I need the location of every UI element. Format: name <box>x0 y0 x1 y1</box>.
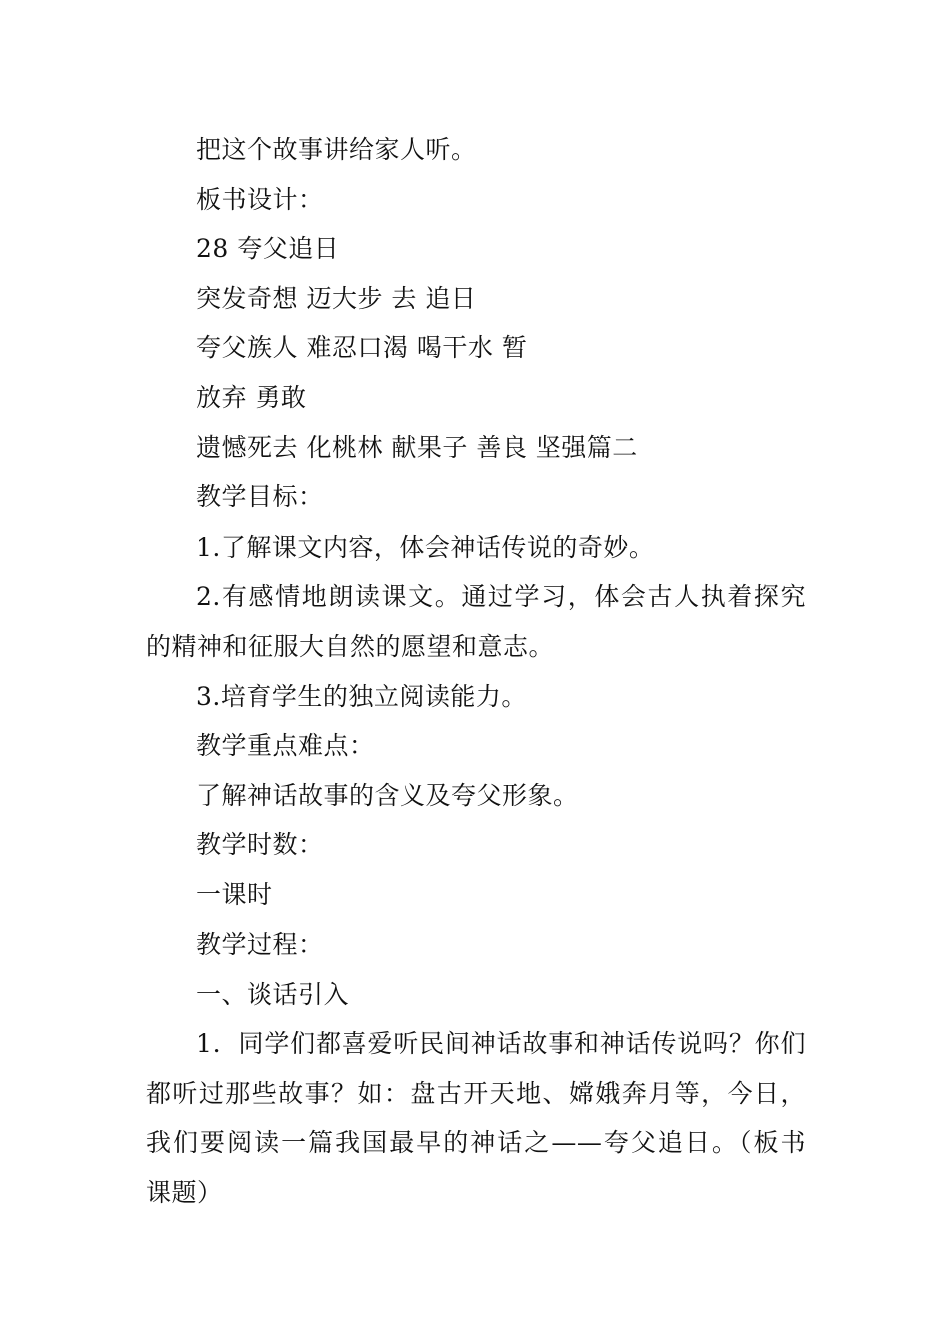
text-line: 一课时 <box>196 880 273 909</box>
board-line: 遗憾死去 化桃林 献果子 善良 坚强篇二 <box>196 433 638 462</box>
board-line: 突发奇想 迈大步 去 追日 <box>196 284 477 313</box>
objective-item-continued: 的精神和征服大自然的愿望和意志。 <box>146 632 555 661</box>
board-line: 放弃 勇敢 <box>196 383 307 412</box>
objective-item: 2.有感情地朗读课文。通过学习，体会古人执着探究 <box>196 582 806 611</box>
paragraph-line: 都听过那些故事？如：盘古开天地、嫦娥奔月等，今日， <box>146 1079 806 1108</box>
text-line: 把这个故事讲给家人听。 <box>196 135 477 164</box>
section-heading: 教学重点难点： <box>196 731 375 760</box>
section-heading: 教学过程： <box>196 930 324 959</box>
section-heading: 教学时数： <box>196 830 324 859</box>
section-heading: 教学目标： <box>196 482 324 511</box>
text-line: 了解神话故事的含义及夸父形象。 <box>196 781 579 810</box>
board-line: 夸父族人 难忍口渴 喝干水 暂 <box>196 333 528 362</box>
paragraph-line: 我们要阅读一篇我国最早的神话之——夸父追日。（板书 <box>146 1128 806 1157</box>
paragraph-line: 1．同学们都喜爱听民间神话故事和神话传说吗？你们 <box>196 1029 806 1058</box>
lesson-title: 28 夸父追日 <box>196 234 340 263</box>
objective-item: 3.培育学生的独立阅读能力。 <box>196 682 527 711</box>
paragraph-line: 课题） <box>146 1178 223 1207</box>
objective-item: 1.了解课文内容，体会神话传说的奇妙。 <box>196 533 655 562</box>
section-heading: 板书设计： <box>196 185 324 214</box>
subsection-heading: 一、谈话引入 <box>196 980 350 1009</box>
